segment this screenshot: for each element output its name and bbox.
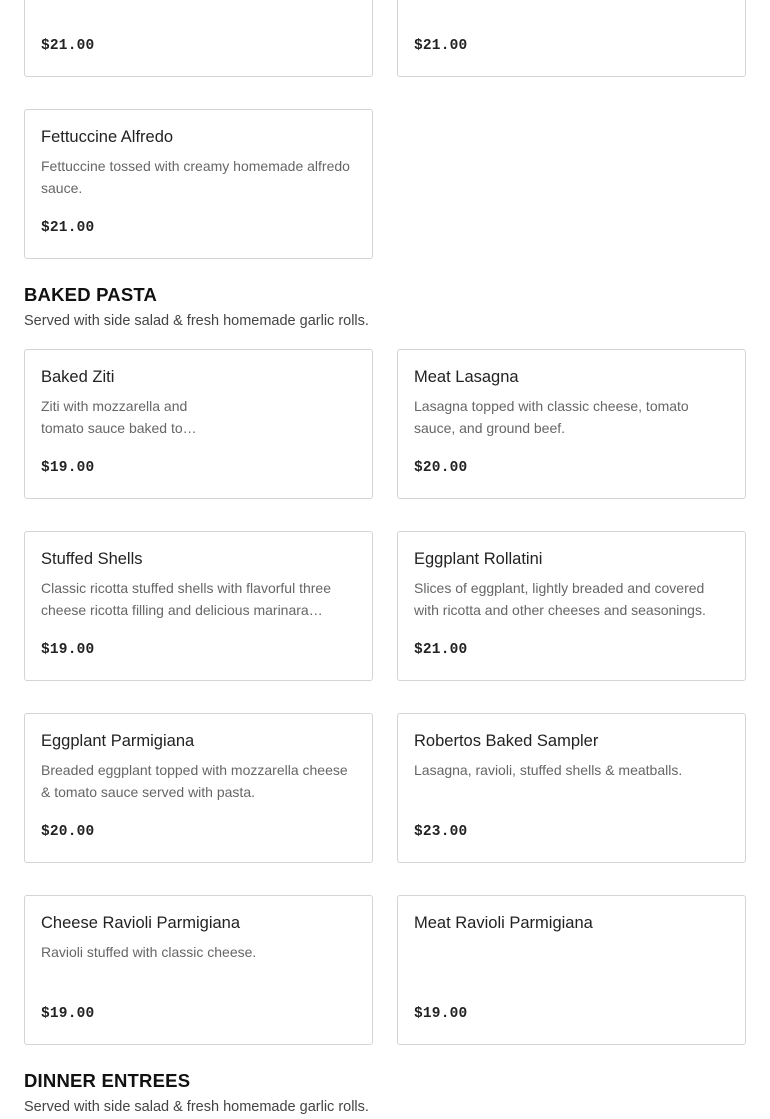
item-description: Slices of eggplant, lightly breaded and covered with ricotta and other cheeses and seasonings. (414, 580, 706, 618)
menu-item-card[interactable] (24, 0, 373, 77)
item-name: Stuffed Shells (41, 550, 143, 568)
section-subtitle: Served with side salad & fresh homemade garlic rolls. (24, 313, 369, 329)
item-name: Eggplant Rollatini (414, 550, 543, 568)
item-price: $21.00 (41, 220, 95, 236)
item-name: Robertos Baked Sampler (414, 732, 599, 750)
item-price: $21.00 (414, 38, 468, 54)
section-title-baked-pasta: BAKED PASTA (24, 284, 158, 305)
item-price: $19.00 (41, 642, 95, 658)
item-name: Meat Ravioli Parmigiana (414, 914, 593, 932)
menu-item-fettuccine-alfredo[interactable] (24, 109, 373, 259)
item-price: $21.00 (41, 38, 95, 54)
item-name: Fettuccine Alfredo (41, 128, 174, 146)
item-price: $19.00 (41, 1006, 95, 1022)
item-price: $20.00 (414, 460, 468, 476)
item-price: $19.00 (41, 460, 95, 476)
menu-item-cheese-ravioli-parmigiana[interactable] (24, 895, 373, 1045)
item-description: Classic ricotta stuffed shells with flavorful three cheese ricotta filling and delicious marinara… (41, 580, 331, 618)
menu-item-baked-ziti[interactable] (24, 349, 373, 499)
item-name: Cheese Ravioli Parmigiana (41, 914, 241, 932)
item-price: $19.00 (414, 1006, 468, 1022)
item-description: Ziti with mozzarella and tomato sauce baked to… (41, 398, 197, 436)
section-title-dinner-entrees: DINNER ENTREES (24, 1070, 191, 1091)
item-description: Lasagna, ravioli, stuffed shells & meatballs. (414, 762, 683, 778)
item-name: Meat Lasagna (414, 368, 519, 386)
item-description: Breaded eggplant topped with mozzarella cheese & tomato sauce served with pasta. (41, 762, 348, 800)
menu-item-meat-ravioli-parmigiana[interactable] (397, 895, 746, 1045)
menu-item-meat-lasagna[interactable] (397, 349, 746, 499)
menu-item-eggplant-rollatini[interactable] (397, 531, 746, 681)
item-name: Baked Ziti (41, 368, 115, 386)
item-description: Fettuccine tossed with creamy homemade alfredo sauce. (41, 158, 350, 196)
menu-item-stuffed-shells[interactable] (24, 531, 373, 681)
item-name: Eggplant Parmigiana (41, 732, 195, 750)
menu-item-robertos-baked-sampler[interactable] (397, 713, 746, 863)
item-price: $20.00 (41, 824, 95, 840)
item-price: $21.00 (414, 642, 468, 658)
menu-item-eggplant-parmigiana[interactable] (24, 713, 373, 863)
item-description: Lasagna topped with classic cheese, tomato sauce, and ground beef. (414, 398, 689, 436)
item-price: $23.00 (414, 824, 468, 840)
menu-item-card[interactable] (397, 0, 746, 77)
section-subtitle: Served with side salad & fresh homemade garlic rolls. (24, 1099, 369, 1115)
item-description: Ravioli stuffed with classic cheese. (41, 944, 257, 960)
